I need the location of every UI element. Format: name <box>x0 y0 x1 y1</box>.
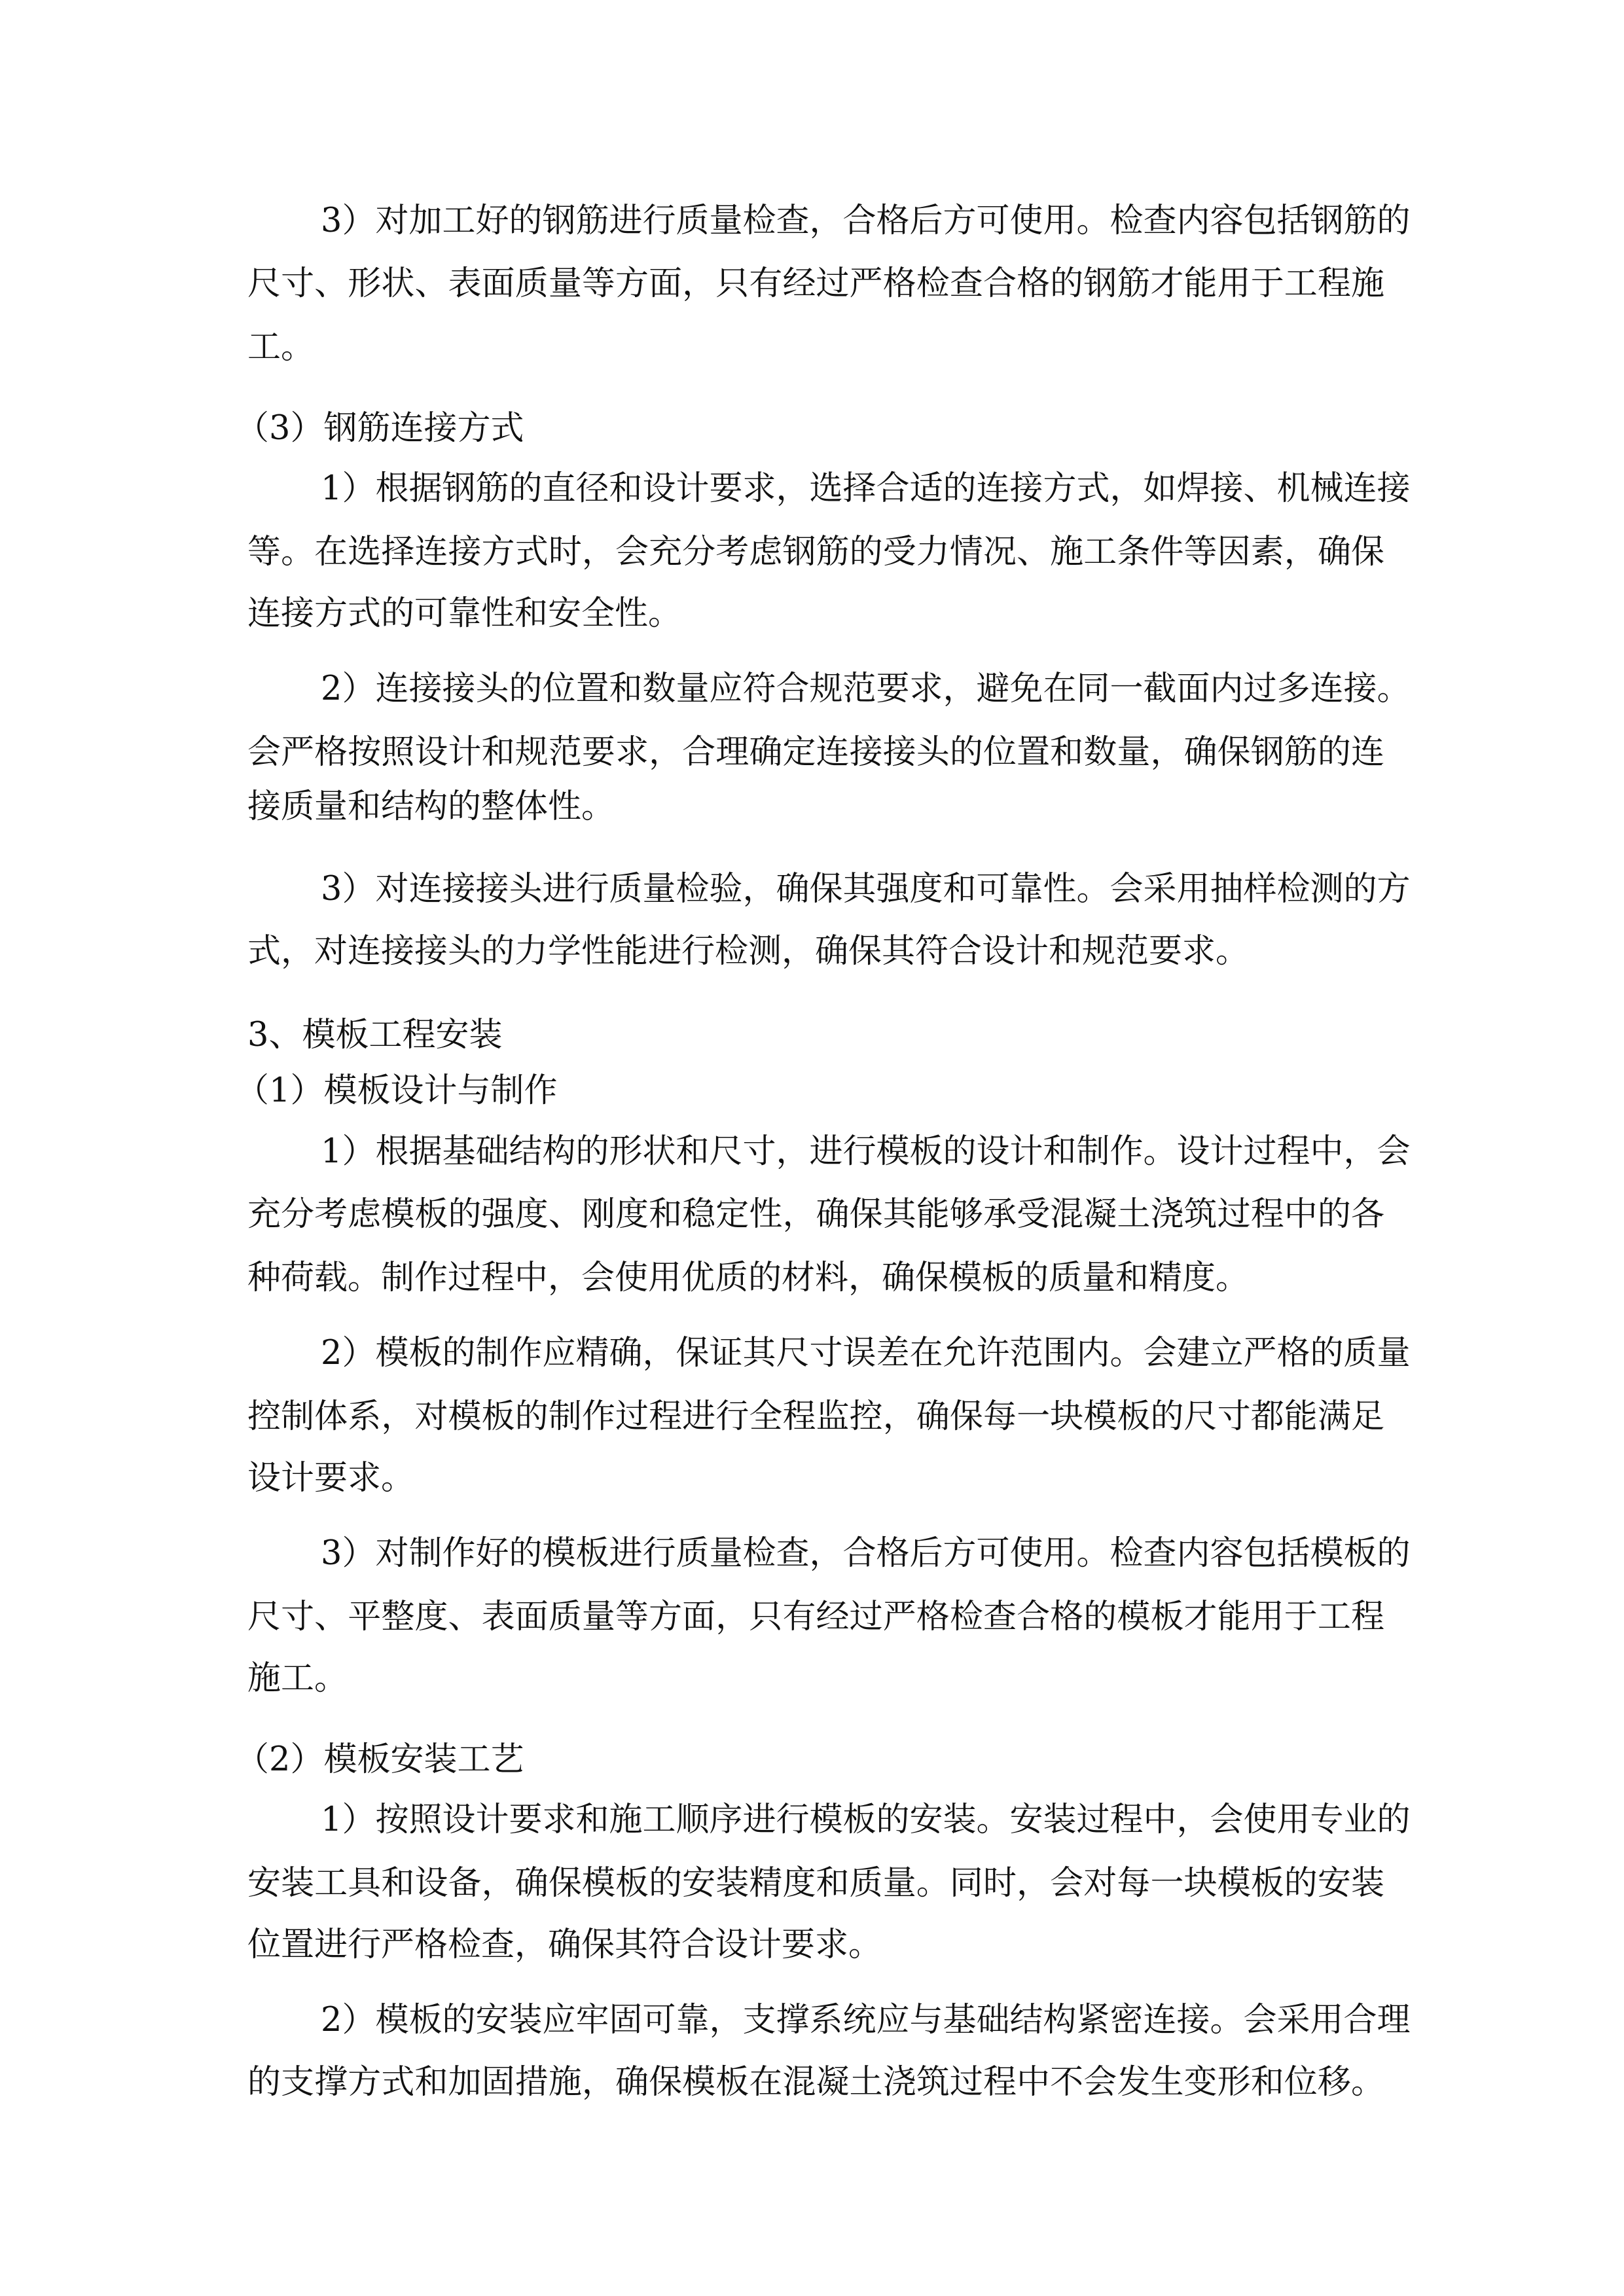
paragraph-line: 设计要求。 <box>247 1459 415 1498</box>
paragraph-line: 3）对连接接头进行质量检验，确保其强度和可靠性。会采用抽样检测的方 <box>321 870 1411 908</box>
section-heading: （3）钢筋连接方式 <box>236 409 524 448</box>
section-heading: 3、模板工程安装 <box>247 1016 503 1054</box>
paragraph-line: 会严格按照设计和规范要求，合理确定连接接头的位置和数量，确保钢筋的连 <box>247 733 1384 772</box>
paragraph-line: 2）模板的安装应牢固可靠，支撑系统应与基础结构紧密连接。会采用合理 <box>321 2001 1411 2039</box>
paragraph-line: 3）对制作好的模板进行质量检查，合格后方可使用。检查内容包括模板的 <box>321 1534 1411 1573</box>
paragraph-line: 位置进行严格检查，确保其符合设计要求。 <box>247 1926 882 1964</box>
paragraph-line: 施工。 <box>247 1659 348 1698</box>
paragraph-line: 工。 <box>247 328 315 367</box>
paragraph-line: 种荷载。制作过程中，会使用优质的材料，确保模板的质量和精度。 <box>247 1259 1250 1297</box>
paragraph-line: 充分考虑模板的强度、刚度和稳定性，确保其能够承受混凝土浇筑过程中的各 <box>247 1195 1384 1234</box>
paragraph-line: 3）对加工好的钢筋进行质量检查，合格后方可使用。检查内容包括钢筋的 <box>321 202 1411 240</box>
paragraph-line: 1）按照设计要求和施工顺序进行模板的安装。安装过程中，会使用专业的 <box>321 1801 1411 1839</box>
section-heading: （1）模板设计与制作 <box>236 1071 558 1110</box>
paragraph-line: 的支撑方式和加固措施，确保模板在混凝土浇筑过程中不会发生变形和位移。 <box>247 2063 1384 2102</box>
section-heading: （2）模板安装工艺 <box>236 1740 524 1779</box>
paragraph-line: 1）根据基础结构的形状和尺寸，进行模板的设计和制作。设计过程中，会 <box>321 1132 1411 1171</box>
paragraph-line: 2）连接接头的位置和数量应符合规范要求，避免在同一截面内过多连接。 <box>321 670 1411 708</box>
paragraph-line: 控制体系，对模板的制作过程进行全程监控，确保每一块模板的尺寸都能满足 <box>247 1397 1384 1436</box>
paragraph-line: 等。在选择连接方式时，会充分考虑钢筋的受力情况、施工条件等因素，确保 <box>247 533 1384 571</box>
paragraph-line: 安装工具和设备，确保模板的安装精度和质量。同时，会对每一块模板的安装 <box>247 1864 1384 1903</box>
paragraph-line: 尺寸、形状、表面质量等方面，只有经过严格检查合格的钢筋才能用于工程施 <box>247 264 1384 303</box>
paragraph-line: 1）根据钢筋的直径和设计要求，选择合适的连接方式，如焊接、机械连接 <box>321 469 1411 508</box>
paragraph-line: 接质量和结构的整体性。 <box>247 787 615 826</box>
paragraph-line: 2）模板的制作应精确，保证其尺寸误差在允许范围内。会建立严格的质量 <box>321 1334 1411 1372</box>
paragraph-line: 连接方式的可靠性和安全性。 <box>247 594 682 633</box>
paragraph-line: 尺寸、平整度、表面质量等方面，只有经过严格检查合格的模板才能用于工程 <box>247 1598 1384 1636</box>
paragraph-line: 式，对连接接头的力学性能进行检测，确保其符合设计和规范要求。 <box>247 932 1250 971</box>
